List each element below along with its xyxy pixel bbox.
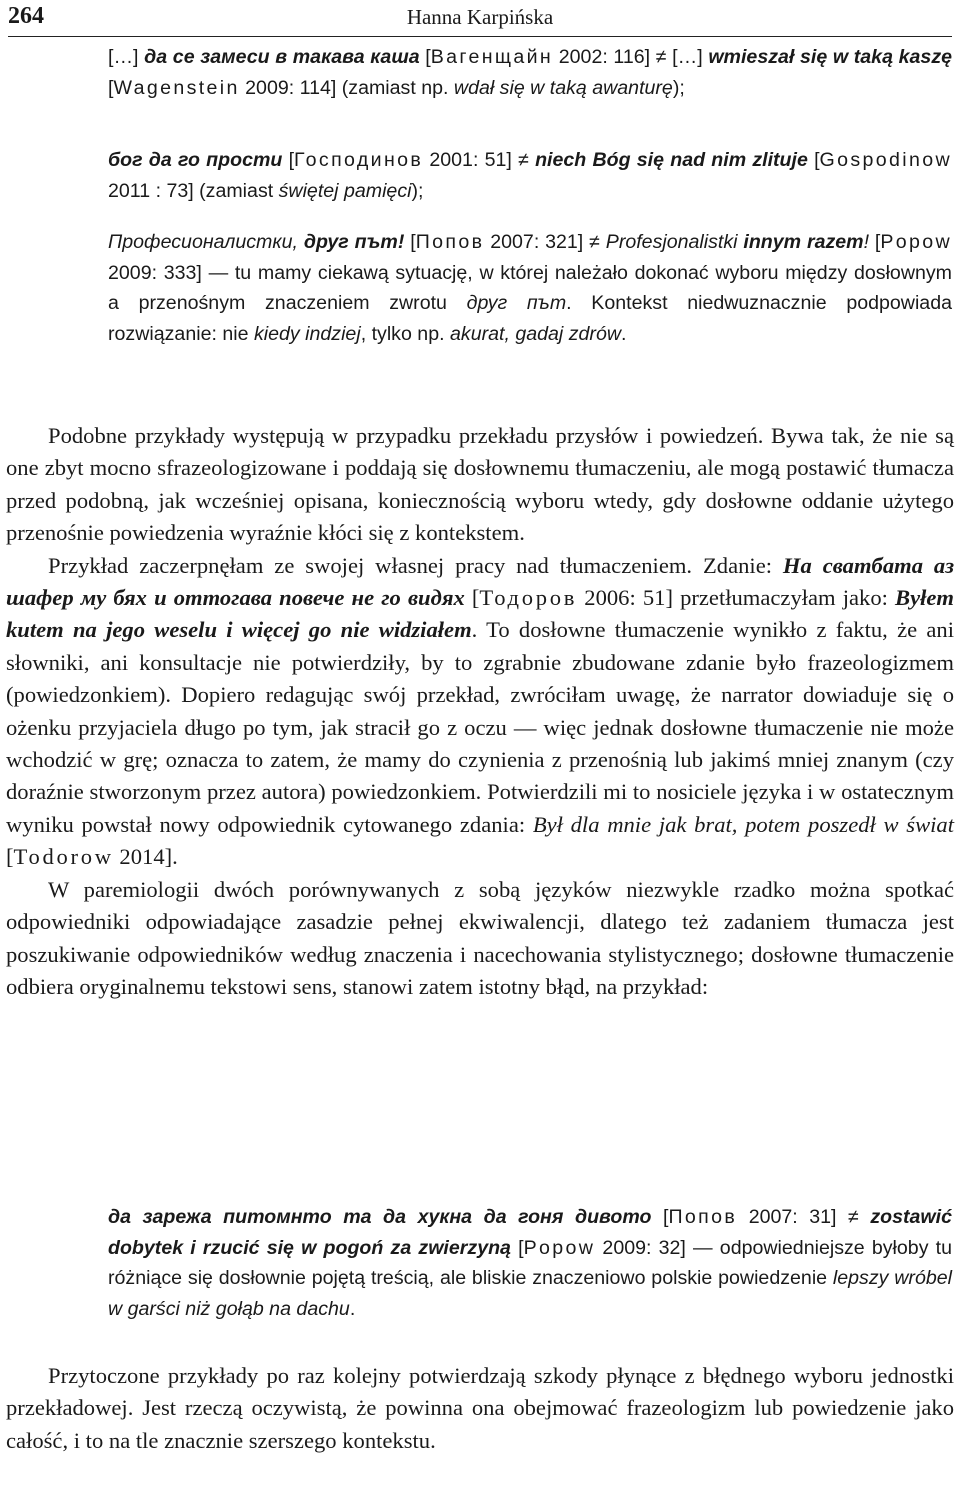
not-equal-sign: ≠ (518, 149, 529, 171)
citation-author: Попов (415, 231, 485, 253)
not-equal-sign: ≠ (655, 46, 667, 68)
bulgarian-phrase: да зарежа питомнто та да хукна да гоня дивото (108, 1206, 652, 1228)
page-number: 264 (8, 3, 44, 29)
polish-proverb: lepszy wróbel w garści niż gołąb na dachu (108, 1267, 952, 1320)
not-equal-sign: ≠ (589, 231, 600, 253)
citation-author: Wagenstein (113, 76, 240, 99)
bulgarian-phrase: да се замеси в такава каша (144, 46, 420, 68)
example-2: бог да го прости [Господинов 2001: 51] ≠ niech Bóg się nad nim zlituje [Gospodinow 2011 : 73] (zamiast świętej pamięci); (108, 149, 952, 202)
page-header (8, 0, 952, 37)
paragraph-3: W paremiologii dwóch porównywanych z sobą języków niezwykle rzadko można spotkać odpowiedniki odpowiadające zasadzie pełnej ekwiwalencji, dlatego też zadaniem tłumacza jest poszukiwanie odpowiedników według znaczenia i nacechowania stylistycznego; dosłowne tłumaczenie odbiera oryginalnemu tekstowi sens, stanowi zatem istotny błąd, na przykład: (6, 876, 954, 999)
paragraph-2: Przykład zaczerpnęłam ze swojej własnej pracy nad tłumaczeniem. Zdanie: На сватбата аз шафер му бях и оттогава повече не го видях [Тодоров 2006: 51] przetłumaczyłam jako: Byłem kutem na jego weselu i więcej go nie widziałem. To dosłowne tłumaczenie wynikło z faktu, że ani słowniki, ani konsultacje nie potwierdziły, by to zgrabnie zbudowane zdanie było frazeologizmem (powiedzonkiem). Dopiero redagując swój przekład, zwróciłam uwagę, że narrator dowiaduje się o ożenku przyjaciela długo po tym, jak stracił go z oczu — więc jednak dosłowne tłumaczenie nie może wchodzić w grę; oznacza to zatem, że mamy do czynienia z przenośnią lub jakimś mniej znanym (czy doraźnie stworzonym przez autora) powiedzonkiem. Potwierdzili mi to nosiciele języka i w ostatecznym wyniku powstał nowy odpowiednik cytowanego zdania: Był dla mnie jak brat, potem poszedł w świat [Todorow 2014]. (6, 552, 955, 870)
paragraph-4: Przytoczone przykłady po raz kolejny potwierdzają szkody płynące z błędnego wyboru jednostki przekładowej. Jest rzeczą oczywistą, że powinna ona obejmować frazeologizm lub powiedzenie jako całość, i to na tle znacznie szerszego kontekstu. (6, 1363, 954, 1453)
citation-author: Господинов (294, 149, 424, 171)
polish-translation: niech Bóg się nad nim zlituje (535, 149, 808, 171)
example-4: да зарежа питомнто та да хукна да гоня дивото [Попов 2007: 31] ≠ zostawić dobytek i rzucić się w pogoń za zwierzyną [Popow 2009: 32] — odpowiedniejsze byłoby tu różniące się dosłownie pojętą treścią, ale bliskie znaczeniowo polskie powiedzenie lepszy wróbel w garści niż gołąb na dachu. (108, 1206, 953, 1320)
citation-author: Попов (668, 1206, 738, 1228)
alternative-phrase: wdał się w taką awanturę (453, 76, 673, 99)
body-text-main (6, 420, 954, 1003)
citation-author: Gospodinow (819, 149, 952, 171)
bulgarian-phrase: Професионалистки, (108, 231, 304, 253)
polish-translation: Profesjonalistki (605, 231, 744, 253)
alternative-phrase: akurat, gadaj zdrów (450, 322, 621, 345)
body-text-closing (6, 1360, 954, 1457)
running-head-author: Hanna Karpińska (406, 5, 554, 29)
alternative-phrase: świętej pamięci (278, 179, 412, 202)
bulgarian-phrase-key: друг път! (303, 231, 405, 253)
citation-author: Popow (880, 231, 953, 253)
bulgarian-phrase: друг път (466, 292, 567, 314)
polish-translation: wmieszał się w taką kaszę (708, 46, 953, 68)
polish-translation-key: innym razem (743, 231, 864, 253)
new-equivalent: Był dla mnie jak brat, potem poszedł w świat (532, 811, 954, 837)
example-3: Професионалистки, друг път! [Попов 2007: 321] ≠ Profesjonalistki innym razem! [Popow 2009: 333] — tu mamy ciekawą sytuację, w której należało dokonać wyboru między dosłownym a przenośnym znaczeniem zwrotu друг път. Kontekst niedwuznacznie podpowiada rozwiązanie: nie kiedy indziej, tylko np. akurat, gadaj zdrów. (108, 231, 953, 345)
bulgarian-sentence: На сватбата аз шафер му бях и оттогава повече не го видях (6, 552, 955, 611)
paragraph-1: Podobne przykłady występują w przypadku przekładu przysłów i powiedzeń. Bywa tak, że nie są one zbyt mocno sfrazeologizowane i poddają się dosłownemu tłumaczeniu, ale mogą postawić tłumacza przed podobną, jak wcześniej opisana, koniecznością wyboru wtedy, gdy dosłowne oddanie użytego przenośnie powiedzenia wyraźnie kłóci się z kontekstem. (6, 423, 954, 546)
citation-author: Popow (523, 1236, 596, 1259)
example-1: […] да се замеси в такава каша [Вагенщайн 2002: 116] ≠ […] wmieszał się w taką kaszę [Wagenstein 2009: 114] (zamiast np. wdał się w taką awanturę); (108, 46, 953, 99)
alternative-phrase: kiedy indziej (253, 322, 361, 345)
citation-author: Todorow (13, 844, 114, 870)
not-equal-sign: ≠ (848, 1206, 859, 1228)
citation-author: Вагенщайн (430, 46, 554, 68)
bulgarian-phrase: бог да го прости (108, 149, 283, 171)
polish-translation: zostawić dobytek i rzucić się w pogoń za zwierzyną (108, 1206, 953, 1259)
polish-translation: Byłem kutem na jego weselu i więcej go nie widziałem (6, 585, 954, 643)
citation-author: Тодоров (479, 585, 578, 611)
